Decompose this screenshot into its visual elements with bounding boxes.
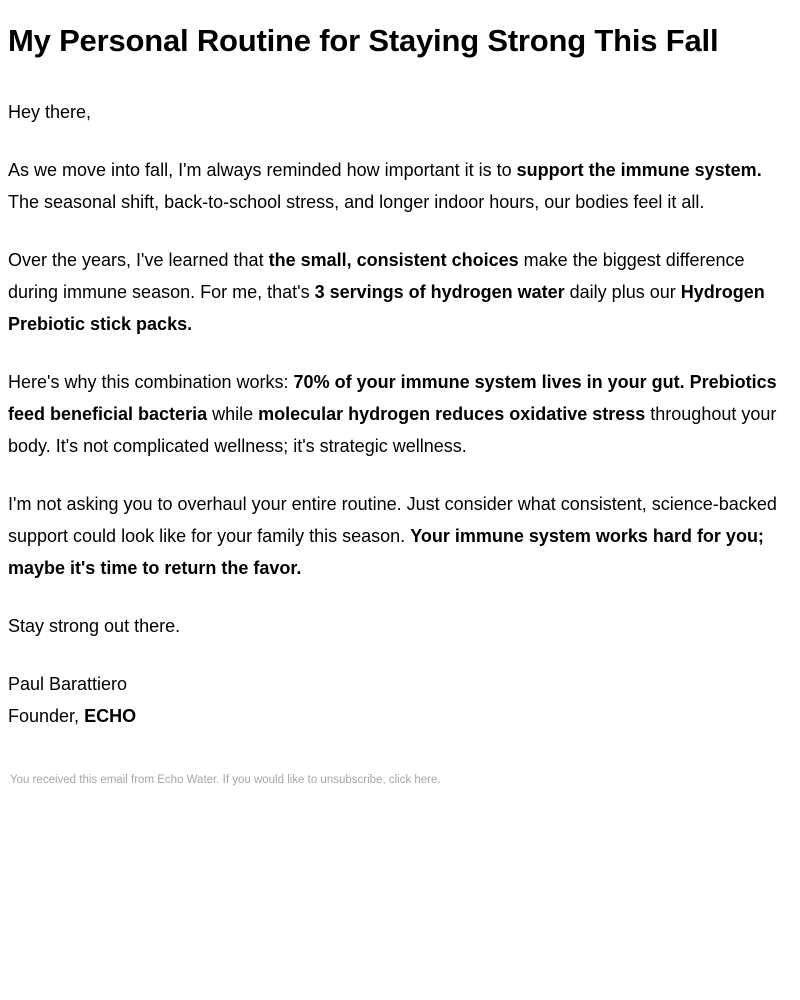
paragraph-4 [8,488,792,584]
signature-role [8,700,792,732]
signature-name: Paul Barattiero [8,674,128,694]
signature-company: ECHO [84,706,137,726]
greeting-text: Hey there, [8,102,92,122]
footer-unsubscribe-note[interactable]: You received this email from Echo Water. If you would like to unsubscribe, click here. [10,774,441,786]
paragraph-3-text-c: throughout your body. It's not complicated wellness; it's strategic wellness. [8,404,777,456]
paragraph-2-emphasis-1: the small, consistent choices [268,250,519,270]
paragraph-1-emphasis-1: support the immune system. [516,160,762,180]
signature-block [8,668,792,732]
paragraph-2-text-a: Over the years, I've learned that [8,250,269,270]
page-title: My Personal Routine for Staying Strong This Fall [8,23,719,58]
signature-role-prefix: Founder, [8,706,85,726]
paragraph-3-emphasis-2: molecular hydrogen reduces oxidative stress [258,404,646,424]
sign-off-text: Stay strong out there. [8,616,181,636]
paragraph-1-text-a: As we move into fall, I'm always reminded how important it is to [8,160,517,180]
paragraph-3-text-a: Here's why this combination works: [8,372,294,392]
paragraph-2-emphasis-3: Hydrogen Prebiotic stick packs. [8,282,765,334]
paragraph-1 [8,154,792,218]
sign-off [8,610,792,642]
paragraph-2-emphasis-2: 3 servings of hydrogen water [314,282,565,302]
paragraph-2 [8,244,792,340]
paragraph-3-emphasis-1: 70% of your immune system lives in your gut. Prebiotics feed beneficial bacteria [8,372,777,424]
paragraph-4-emphasis-1: Your immune system works hard for you; maybe it's time to return the favor. [8,526,764,578]
paragraph-2-text-b: make the biggest difference during immune season. For me, that's [8,250,745,302]
paragraph-1-text-b: The seasonal shift, back-to-school stress, and longer indoor hours, our bodies feel it all. [8,192,705,212]
paragraph-4-text-a: I'm not asking you to overhaul your entire routine. Just consider what consistent, science-backed support could look like for your family this season. [8,494,777,546]
paragraph-2-text-c: daily plus our [564,282,681,302]
bottom-spacer [8,800,792,950]
email-greeting [8,96,792,128]
paragraph-3-text-b: while [207,404,259,424]
paragraph-3 [8,366,792,462]
